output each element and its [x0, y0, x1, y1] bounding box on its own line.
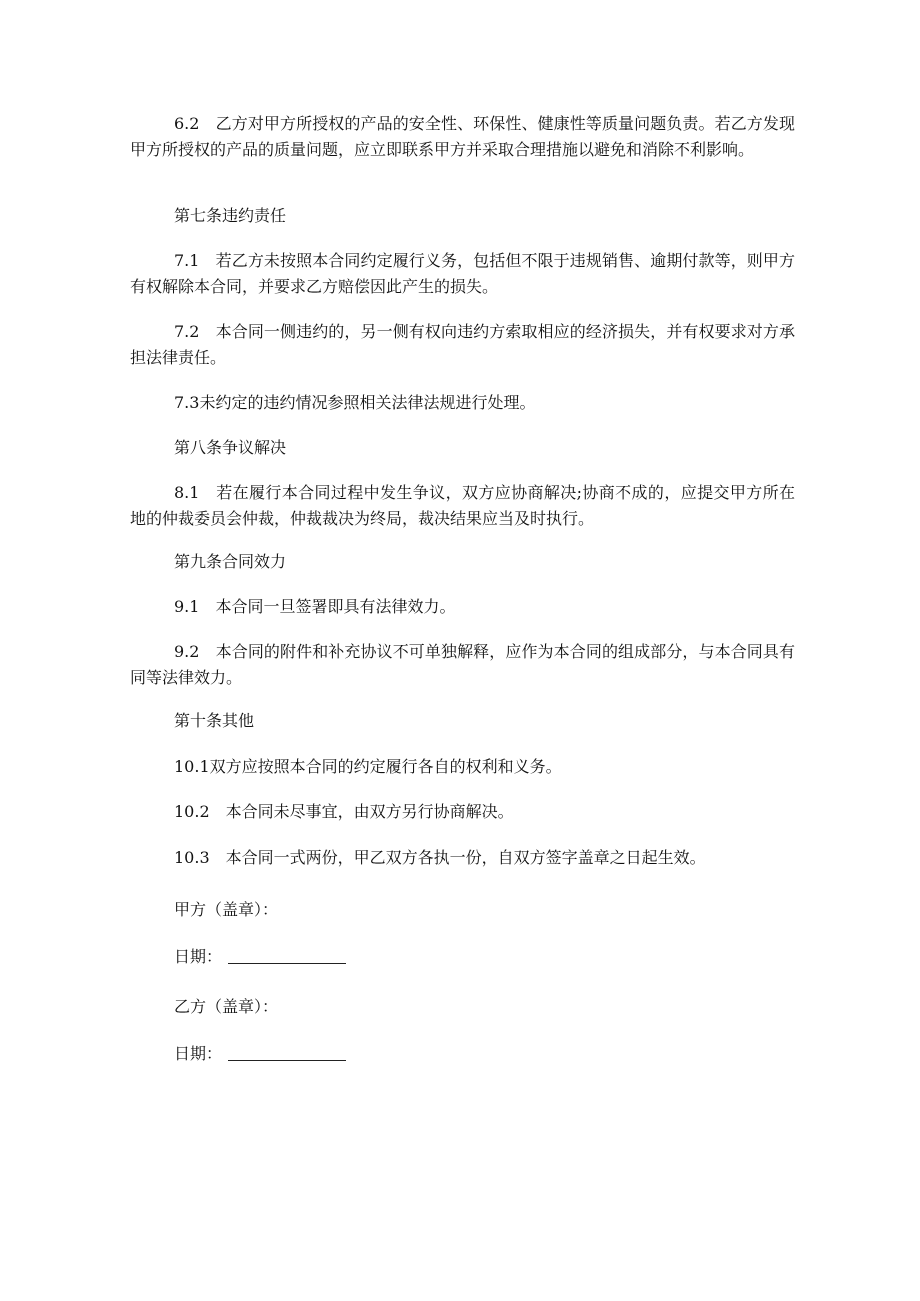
clause-7-3: 7.3未约定的违约情况参照相关法律法规进行处理。 [174, 393, 536, 412]
clause-9-1: 9.1 本合同一旦签署即具有法律效力。 [174, 597, 456, 616]
party-b-seal-line [130, 994, 795, 1020]
party-a-date-line [130, 944, 795, 970]
clause-9-2: 9.2 本合同的附件和补充协议不可单独解释，应作为本合同的组成部分，与本合同具有同等法律效力。 [130, 642, 795, 687]
party-a-date-label: 日期： [174, 947, 223, 966]
party-b-date-label: 日期： [174, 1044, 223, 1063]
party-b-seal-label: 乙方（盖章）： [174, 997, 279, 1016]
clause-7-2: 7.2 本合同一侧违约的，另一侧有权向违约方索取相应的经济损失，并有权要求对方承担法律责任。 [130, 322, 795, 367]
article-7-heading: 第七条违约责任 [174, 206, 287, 225]
party-b-date-line [130, 1041, 795, 1067]
party-a-seal-line [130, 897, 795, 923]
clause-6-2: 6.2 乙方对甲方所授权的产品的安全性、环保性、健康性等质量问题负责。若乙方发现甲方所授权的产品的质量问题，应立即联系甲方并采取合理措施以避免和消除不利影响。 [130, 114, 795, 159]
article-10-heading: 第十条其他 [174, 711, 255, 730]
clause-10-2: 10.2 本合同未尽事宜，由双方另行协商解决。 [174, 802, 514, 821]
party-b-date-blank [228, 1042, 346, 1061]
party-a-seal-label: 甲方（盖章）： [174, 900, 279, 919]
article-8-heading: 第八条争议解决 [174, 438, 287, 457]
party-a-date-blank [228, 945, 346, 964]
clause-10-1: 10.1双方应按照本合同的约定履行各自的权利和义务。 [174, 757, 562, 776]
article-9-heading: 第九条合同效力 [174, 552, 287, 571]
clause-8-1: 8.1 若在履行本合同过程中发生争议，双方应协商解决;协商不成的，应提交甲方所在地的仲裁委员会仲裁，仲裁裁决为终局，裁决结果应当及时执行。 [130, 483, 795, 528]
clause-7-1: 7.1 若乙方未按照本合同约定履行义务，包括但不限于违规销售、逾期付款等，则甲方有权解除本合同，并要求乙方赔偿因此产生的损失。 [130, 251, 795, 296]
clause-10-3: 10.3 本合同一式两份，甲乙双方各执一份，自双方签字盖章之日起生效。 [174, 848, 706, 867]
